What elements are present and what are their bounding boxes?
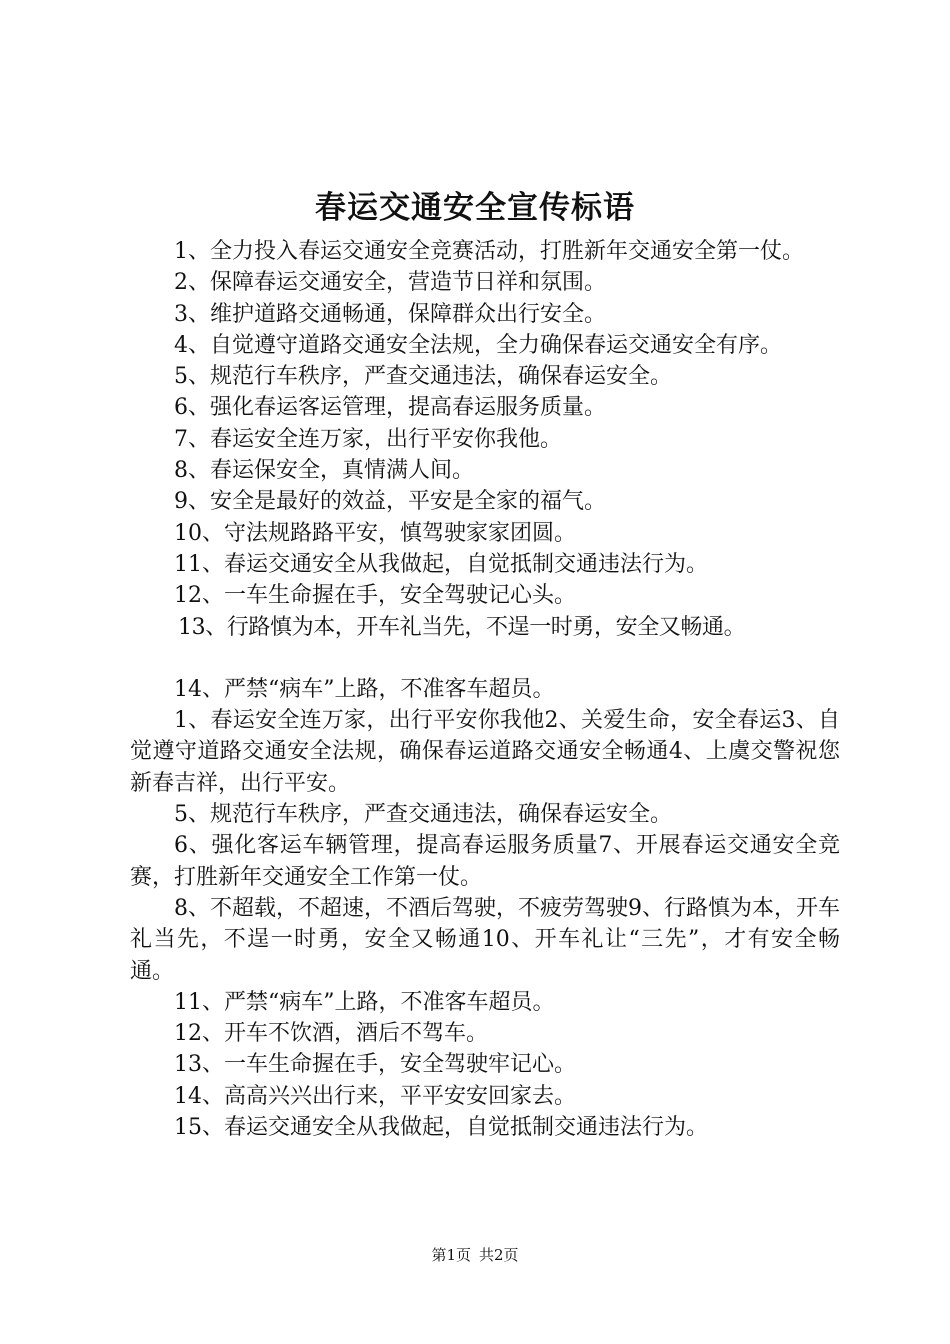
- page-footer: [0, 1244, 950, 1266]
- paragraph: 8、春运保安全，真情满人间。: [174, 458, 474, 484]
- paragraph: 12、开车不饮酒，酒后不驾车。: [174, 1021, 488, 1047]
- paragraph: 14、严禁“病车”上路，不准客车超员。: [174, 676, 555, 702]
- paragraph: 11、严禁“病车”上路，不准客车超员。: [174, 989, 555, 1015]
- paragraph: 11、春运交通安全从我做起，自觉抵制交通违法行为。: [174, 551, 708, 577]
- paragraph: 1、春运安全连万家，出行平安你我他2、关爱生命，安全春运3、自觉遵守道路交通安全法规，确保春运道路交通安全畅通4、上虞交警祝您新春吉祥，出行平安。: [130, 708, 840, 796]
- paragraph: 5、规范行车秩序，严查交通违法，确保春运安全。: [174, 364, 672, 390]
- paragraph: 12、一车生命握在手，安全驾驶记心头。: [174, 583, 576, 609]
- document-title: 春运交通安全宣传标语: [315, 190, 635, 226]
- paragraph: 1、全力投入春运交通安全竞赛活动，打胜新年交通安全第一仗。: [174, 239, 804, 264]
- page-total: 共2页: [479, 1246, 519, 1264]
- paragraph: 4、自觉遵守道路交通安全法规，全力确保春运交通安全有序。: [174, 332, 782, 358]
- blank-line: [130, 643, 840, 674]
- paragraph: 7、春运安全连万家，出行平安你我他。: [174, 426, 562, 452]
- paragraph: 6、强化春运客运管理，提高春运服务质量。: [174, 395, 606, 421]
- paragraph: 6、强化客运车辆管理，提高春运服务质量7、开展春运交通安全竞赛，打胜新年交通安全工作第一仗。: [130, 833, 840, 890]
- paragraph: 15、春运交通安全从我做起，自觉抵制交通违法行为。: [174, 1115, 708, 1141]
- paragraph: 13、一车生命握在手，安全驾驶牢记心。: [174, 1052, 576, 1078]
- paragraph: 2、保障春运交通安全，营造节日祥和氛围。: [174, 270, 606, 296]
- paragraph: 8、不超载，不超速，不酒后驾驶，不疲劳驾驶9、行路慎为本，开车礼当先，不逞一时勇，安全又畅通10、开车礼让“三先”，才有安全畅通。: [130, 895, 840, 984]
- paragraph: 10、守法规路路平安，慎驾驶家家团圆。: [174, 520, 576, 546]
- paragraph: 14、高高兴兴出行来，平平安安回家去。: [174, 1083, 576, 1109]
- paragraph: 3、维护道路交通畅通，保障群众出行安全。: [174, 301, 606, 327]
- paragraph: 5、规范行车秩序，严查交通违法，确保春运安全。: [174, 802, 672, 828]
- paragraph: 9、安全是最好的效益，平安是全家的福气。: [174, 489, 606, 515]
- paragraph: 13、行路慎为本，开车礼当先，不逞一时勇，安全又畅通。: [178, 614, 746, 640]
- document-body: [130, 236, 840, 1143]
- page-number: 第1页: [431, 1246, 471, 1264]
